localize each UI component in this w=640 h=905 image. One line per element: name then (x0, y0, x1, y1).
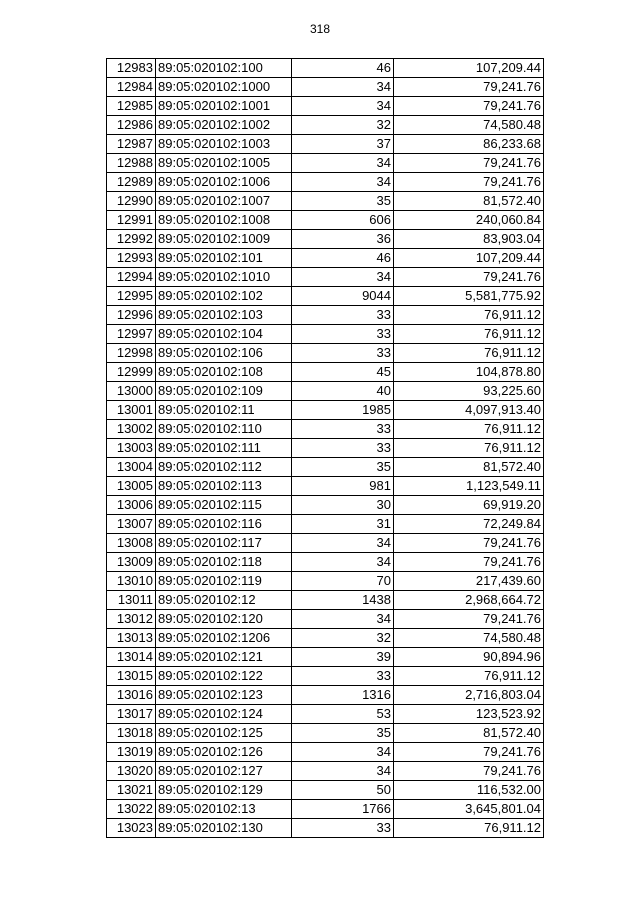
value-cell: 76,911.12 (394, 439, 544, 458)
row-number-cell: 12998 (107, 344, 156, 363)
value-cell: 79,241.76 (394, 534, 544, 553)
row-number-cell: 13007 (107, 515, 156, 534)
area-cell: 46 (292, 59, 394, 78)
row-number-cell: 12988 (107, 154, 156, 173)
row-number-cell: 13000 (107, 382, 156, 401)
row-number-cell: 12999 (107, 363, 156, 382)
area-cell: 33 (292, 667, 394, 686)
value-cell: 5,581,775.92 (394, 287, 544, 306)
area-cell: 34 (292, 268, 394, 287)
table-row (107, 211, 544, 230)
value-cell: 76,911.12 (394, 667, 544, 686)
row-number-cell: 13020 (107, 762, 156, 781)
value-cell: 4,097,913.40 (394, 401, 544, 420)
cadastral-number-cell: 89:05:020102:110 (156, 420, 292, 439)
cadastral-number-cell: 89:05:020102:101 (156, 249, 292, 268)
area-cell: 34 (292, 743, 394, 762)
value-cell: 79,241.76 (394, 268, 544, 287)
area-cell: 35 (292, 724, 394, 743)
row-number-cell: 13023 (107, 819, 156, 838)
row-number-cell: 13010 (107, 572, 156, 591)
row-number-cell: 13012 (107, 610, 156, 629)
area-cell: 39 (292, 648, 394, 667)
cadastral-number-cell: 89:05:020102:12 (156, 591, 292, 610)
table-row (107, 344, 544, 363)
cadastral-number-cell: 89:05:020102:121 (156, 648, 292, 667)
area-cell: 34 (292, 173, 394, 192)
table-row (107, 268, 544, 287)
table-row (107, 401, 544, 420)
value-cell: 116,532.00 (394, 781, 544, 800)
area-cell: 33 (292, 420, 394, 439)
value-cell: 83,903.04 (394, 230, 544, 249)
table-row (107, 439, 544, 458)
table-row (107, 610, 544, 629)
cadastral-number-cell: 89:05:020102:126 (156, 743, 292, 762)
row-number-cell: 12994 (107, 268, 156, 287)
cadastral-number-cell: 89:05:020102:112 (156, 458, 292, 477)
value-cell: 76,911.12 (394, 325, 544, 344)
table-row (107, 800, 544, 819)
row-number-cell: 13006 (107, 496, 156, 515)
area-cell: 33 (292, 344, 394, 363)
area-cell: 34 (292, 534, 394, 553)
cadastral-number-cell: 89:05:020102:109 (156, 382, 292, 401)
cadastral-number-cell: 89:05:020102:103 (156, 306, 292, 325)
table-row (107, 97, 544, 116)
cadastral-number-cell: 89:05:020102:130 (156, 819, 292, 838)
register-table-body (107, 59, 544, 838)
table-row (107, 705, 544, 724)
area-cell: 45 (292, 363, 394, 382)
area-cell: 33 (292, 325, 394, 344)
value-cell: 79,241.76 (394, 743, 544, 762)
table-row (107, 496, 544, 515)
area-cell: 31 (292, 515, 394, 534)
area-cell: 37 (292, 135, 394, 154)
value-cell: 107,209.44 (394, 59, 544, 78)
row-number-cell: 12983 (107, 59, 156, 78)
value-cell: 79,241.76 (394, 610, 544, 629)
row-number-cell: 13011 (107, 591, 156, 610)
value-cell: 107,209.44 (394, 249, 544, 268)
table-row (107, 781, 544, 800)
page-number: 318 (309, 22, 331, 36)
area-cell: 1316 (292, 686, 394, 705)
table-row (107, 743, 544, 762)
area-cell: 1985 (292, 401, 394, 420)
row-number-cell: 13016 (107, 686, 156, 705)
table-row (107, 287, 544, 306)
value-cell: 76,911.12 (394, 420, 544, 439)
row-number-cell: 12990 (107, 192, 156, 211)
table-row (107, 591, 544, 610)
row-number-cell: 12995 (107, 287, 156, 306)
row-number-cell: 12997 (107, 325, 156, 344)
cadastral-number-cell: 89:05:020102:1008 (156, 211, 292, 230)
row-number-cell: 12993 (107, 249, 156, 268)
cadastral-number-cell: 89:05:020102:108 (156, 363, 292, 382)
table-row (107, 724, 544, 743)
cadastral-number-cell: 89:05:020102:1005 (156, 154, 292, 173)
table-row (107, 135, 544, 154)
value-cell: 81,572.40 (394, 458, 544, 477)
area-cell: 46 (292, 249, 394, 268)
value-cell: 93,225.60 (394, 382, 544, 401)
table-row (107, 59, 544, 78)
value-cell: 72,249.84 (394, 515, 544, 534)
cadastral-number-cell: 89:05:020102:1010 (156, 268, 292, 287)
area-cell: 33 (292, 306, 394, 325)
row-number-cell: 12991 (107, 211, 156, 230)
table-row (107, 154, 544, 173)
table-row (107, 572, 544, 591)
table-row (107, 420, 544, 439)
cadastral-number-cell: 89:05:020102:1002 (156, 116, 292, 135)
table-row (107, 192, 544, 211)
value-cell: 79,241.76 (394, 762, 544, 781)
value-cell: 79,241.76 (394, 173, 544, 192)
row-number-cell: 12987 (107, 135, 156, 154)
row-number-cell: 13004 (107, 458, 156, 477)
table-row (107, 458, 544, 477)
row-number-cell: 13021 (107, 781, 156, 800)
cadastral-number-cell: 89:05:020102:1009 (156, 230, 292, 249)
cadastral-number-cell: 89:05:020102:1000 (156, 78, 292, 97)
cadastral-number-cell: 89:05:020102:13 (156, 800, 292, 819)
cadastral-number-cell: 89:05:020102:100 (156, 59, 292, 78)
value-cell: 79,241.76 (394, 97, 544, 116)
table-row (107, 667, 544, 686)
value-cell: 1,123,549.11 (394, 477, 544, 496)
area-cell: 1766 (292, 800, 394, 819)
row-number-cell: 13005 (107, 477, 156, 496)
cadastral-number-cell: 89:05:020102:122 (156, 667, 292, 686)
value-cell: 90,894.96 (394, 648, 544, 667)
table-row (107, 382, 544, 401)
table-row (107, 173, 544, 192)
row-number-cell: 13002 (107, 420, 156, 439)
value-cell: 76,911.12 (394, 306, 544, 325)
value-cell: 3,645,801.04 (394, 800, 544, 819)
cadastral-number-cell: 89:05:020102:1001 (156, 97, 292, 116)
value-cell: 79,241.76 (394, 553, 544, 572)
area-cell: 32 (292, 629, 394, 648)
value-cell: 69,919.20 (394, 496, 544, 515)
row-number-cell: 13008 (107, 534, 156, 553)
cadastral-number-cell: 89:05:020102:120 (156, 610, 292, 629)
row-number-cell: 12992 (107, 230, 156, 249)
cadastral-number-cell: 89:05:020102:116 (156, 515, 292, 534)
table-row (107, 819, 544, 838)
area-cell: 606 (292, 211, 394, 230)
value-cell: 81,572.40 (394, 724, 544, 743)
row-number-cell: 13001 (107, 401, 156, 420)
cadastral-number-cell: 89:05:020102:119 (156, 572, 292, 591)
cadastral-number-cell: 89:05:020102:1006 (156, 173, 292, 192)
area-cell: 33 (292, 439, 394, 458)
row-number-cell: 13018 (107, 724, 156, 743)
table-row (107, 686, 544, 705)
value-cell: 79,241.76 (394, 78, 544, 97)
value-cell: 76,911.12 (394, 344, 544, 363)
cadastral-number-cell: 89:05:020102:115 (156, 496, 292, 515)
cadastral-number-cell: 89:05:020102:129 (156, 781, 292, 800)
area-cell: 34 (292, 154, 394, 173)
area-cell: 36 (292, 230, 394, 249)
row-number-cell: 13014 (107, 648, 156, 667)
cadastral-number-cell: 89:05:020102:1003 (156, 135, 292, 154)
area-cell: 34 (292, 762, 394, 781)
row-number-cell: 13015 (107, 667, 156, 686)
value-cell: 2,716,803.04 (394, 686, 544, 705)
area-cell: 34 (292, 97, 394, 116)
cadastral-number-cell: 89:05:020102:123 (156, 686, 292, 705)
table-row (107, 629, 544, 648)
value-cell: 79,241.76 (394, 154, 544, 173)
row-number-cell: 13013 (107, 629, 156, 648)
table-row (107, 553, 544, 572)
table-row (107, 116, 544, 135)
area-cell: 34 (292, 553, 394, 572)
row-number-cell: 12989 (107, 173, 156, 192)
area-cell: 70 (292, 572, 394, 591)
cadastral-number-cell: 89:05:020102:106 (156, 344, 292, 363)
table-row (107, 515, 544, 534)
value-cell: 240,060.84 (394, 211, 544, 230)
table-row (107, 477, 544, 496)
cadastral-number-cell: 89:05:020102:1206 (156, 629, 292, 648)
table-row (107, 534, 544, 553)
area-cell: 35 (292, 192, 394, 211)
area-cell: 53 (292, 705, 394, 724)
area-cell: 50 (292, 781, 394, 800)
area-cell: 34 (292, 610, 394, 629)
area-cell: 33 (292, 819, 394, 838)
area-cell: 9044 (292, 287, 394, 306)
row-number-cell: 13003 (107, 439, 156, 458)
cadastral-number-cell: 89:05:020102:117 (156, 534, 292, 553)
cadastral-number-cell: 89:05:020102:111 (156, 439, 292, 458)
table-row (107, 648, 544, 667)
row-number-cell: 12996 (107, 306, 156, 325)
area-cell: 30 (292, 496, 394, 515)
row-number-cell: 13019 (107, 743, 156, 762)
value-cell: 86,233.68 (394, 135, 544, 154)
table-row (107, 325, 544, 344)
table-row (107, 363, 544, 382)
value-cell: 123,523.92 (394, 705, 544, 724)
value-cell: 104,878.80 (394, 363, 544, 382)
row-number-cell: 13017 (107, 705, 156, 724)
area-cell: 34 (292, 78, 394, 97)
area-cell: 981 (292, 477, 394, 496)
cadastral-number-cell: 89:05:020102:127 (156, 762, 292, 781)
area-cell: 1438 (292, 591, 394, 610)
table-row (107, 78, 544, 97)
table-row (107, 306, 544, 325)
value-cell: 2,968,664.72 (394, 591, 544, 610)
cadastral-number-cell: 89:05:020102:102 (156, 287, 292, 306)
cadastral-number-cell: 89:05:020102:104 (156, 325, 292, 344)
area-cell: 35 (292, 458, 394, 477)
row-number-cell: 12984 (107, 78, 156, 97)
cadastral-number-cell: 89:05:020102:125 (156, 724, 292, 743)
area-cell: 40 (292, 382, 394, 401)
cadastral-number-cell: 89:05:020102:118 (156, 553, 292, 572)
row-number-cell: 13022 (107, 800, 156, 819)
area-cell: 32 (292, 116, 394, 135)
cadastral-number-cell: 89:05:020102:113 (156, 477, 292, 496)
row-number-cell: 12986 (107, 116, 156, 135)
row-number-cell: 12985 (107, 97, 156, 116)
cadastral-number-cell: 89:05:020102:124 (156, 705, 292, 724)
value-cell: 74,580.48 (394, 629, 544, 648)
value-cell: 76,911.12 (394, 819, 544, 838)
value-cell: 74,580.48 (394, 116, 544, 135)
row-number-cell: 13009 (107, 553, 156, 572)
cadastral-number-cell: 89:05:020102:1007 (156, 192, 292, 211)
cadastral-number-cell: 89:05:020102:11 (156, 401, 292, 420)
table-row (107, 762, 544, 781)
register-table (106, 58, 544, 838)
value-cell: 81,572.40 (394, 192, 544, 211)
table-row (107, 230, 544, 249)
value-cell: 217,439.60 (394, 572, 544, 591)
table-row (107, 249, 544, 268)
